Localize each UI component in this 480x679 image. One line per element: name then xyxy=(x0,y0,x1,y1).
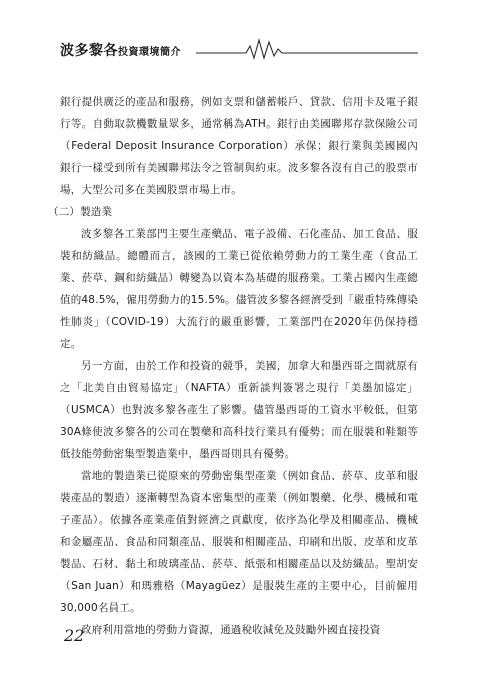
paragraph-manufacturing-shift: 當地的製造業已從原來的勞動密集型產業（例如食品、菸草、皮革和服裝產品的製造）逐漸轉型為資本密集型的產業（例如製藥、化學、機械和電子產品）。依據各產業產值對經濟之貢獻度，依序為化學及相關產品、機械和金屬產品、食品和同類產品、服裝和相關產品、印刷和出版、皮革和皮革製品、石材、黏土和玻璃產品、菸草、紙張和相關產品以及紡織品。聖胡安（San Juan）和瑪雅格（Mayagüez）是服裝生產的主要中心，目前僱用30,000名員工。 xyxy=(60,470,418,614)
paragraph-government-labor: 政府利用當地的勞動力資源，通過稅收減免及鼓勵外國直接投資 xyxy=(81,624,381,636)
section-heading-manufacturing: （二）製造業 xyxy=(48,206,113,218)
paragraph-industry-overview: 波多黎各工業部門主要生產藥品、電子設備、石化產品、加工食品、服裝和紡織品。總體而言，該國的工業已從依賴勞動力的工業生產（食品工業、菸草、鋼和紡織品）轉變為以資本為基礎的服務業。工業占國內生產總值的48.5%，僱用勞動力的15.5%。儘管波多黎各經濟受到「嚴重特殊傳染性肺炎」（COVID-19）大流行的嚴重影響，工業部門在2020年仍保持穩定。 xyxy=(60,228,418,350)
header-title xyxy=(60,40,181,60)
header-title-main: 波多黎各 xyxy=(60,43,118,59)
body-text xyxy=(48,91,418,641)
header-title-sub: 投資環境簡介 xyxy=(118,47,181,58)
running-header xyxy=(60,36,420,60)
paragraph-usmca: 另一方面，由於工作和投資的競爭，美國，加拿大和墨西哥之間就原有之「北美自由貿易協定」（NAFTA）重新談判簽署之現行「美墨加協定」（USMCA）也對波多黎各產生了影響。儘管墨西哥的工資水平較低，但第30A條使波多黎各的公司在製藥和高科技行業具有優勢；而在服裝和鞋類等低技能勞動密集型製造業中，墨西哥則具有優勢。 xyxy=(60,360,418,460)
page-number: 22 xyxy=(64,626,85,645)
paragraph-banking: 銀行提供廣泛的產品和服務，例如支票和儲蓄帳戶、貸款、信用卡及電子銀行等。自動取款機數量眾多，通常稱為ATH。銀行由美國聯邦存款保險公司（Federal Deposit Insurance Corporation）承保；銀行業與美國國內銀行一樣受到所有美國聯邦法令之管制與約束。波多黎各沒有自己的股票市場，大型公司多在美國股票市場上市。 xyxy=(60,96,418,196)
